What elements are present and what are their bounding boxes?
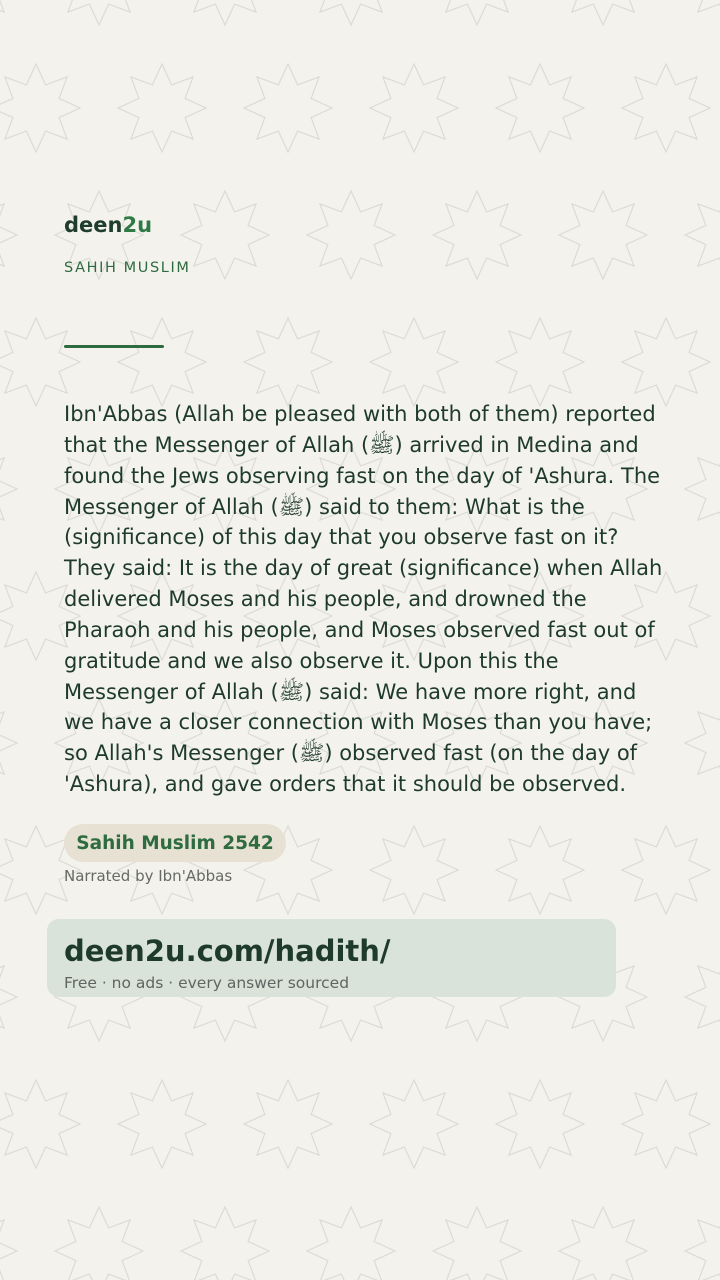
cta-banner[interactable]	[47, 919, 616, 997]
cta-tagline: Free · no ads · every answer sourced	[64, 974, 350, 992]
brand-name-accent: 2u	[122, 213, 153, 237]
reference-badge: Sahih Muslim 2542	[64, 824, 286, 862]
brand-name-prefix: deen	[64, 213, 123, 237]
cta-url-link[interactable]: deen2u.com/hadith/	[64, 934, 391, 968]
divider	[64, 345, 164, 348]
collection-label: SAHIH MUSLIM	[64, 260, 191, 276]
narrator-label: Narrated by Ibn'Abbas	[64, 867, 233, 885]
brand-logo	[64, 212, 152, 238]
hadith-text: Ibn'Abbas (Allah be pleased with both of them) reported that the Messenger of Allah (ﷺ) arrived in Medina and found the Jews observing fast on the day of 'Ashura. The Messenger of Allah (ﷺ) said to them: What is the (significance) of this day that you observe fast on it? They said: It is the day of great (significance) when Allah delivered Moses and his people, and drowned the Pharaoh and his people, and Moses observed fast out of gratitude and we also observe it. Upon this the Messenger of Allah (ﷺ) said: We have more right, and we have a closer connection with Moses than you have; so Allah's Messenger (ﷺ) observed fast (on the day of 'Ashura), and gave orders that it should be observed.	[64, 402, 663, 797]
